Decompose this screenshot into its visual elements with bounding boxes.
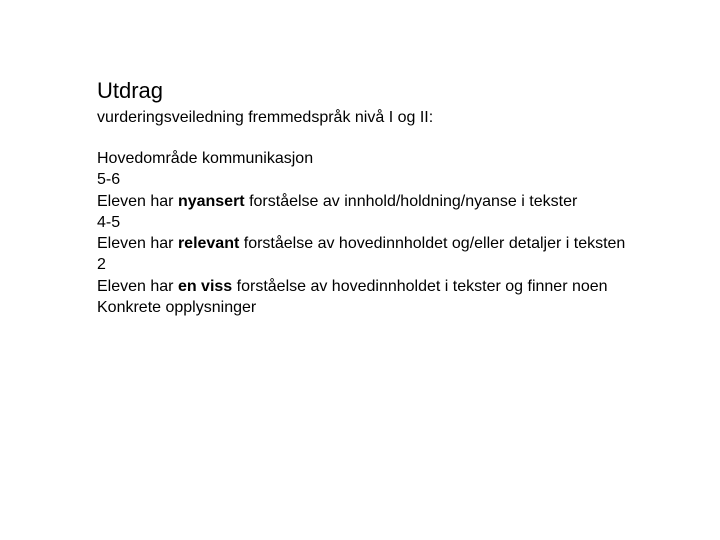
level-score: 4-5 bbox=[97, 213, 121, 231]
slide-subtitle: vurderingsveiledning fremmedspråk nivå I og II: bbox=[97, 109, 434, 126]
slide-body bbox=[97, 148, 657, 318]
level-emphasis: nyansert bbox=[177, 192, 245, 210]
level-description bbox=[97, 191, 657, 212]
level-description bbox=[97, 276, 642, 297]
main-heading: Hovedområde kommunikasjon bbox=[97, 150, 314, 167]
level-post-text: forståelse av hovedinnholdet i tekster og finner noen bbox=[232, 277, 608, 295]
level-pre-text: Eleven har bbox=[97, 277, 178, 295]
level-emphasis: en viss bbox=[177, 277, 233, 295]
level-pre-text: Eleven har bbox=[97, 192, 178, 210]
level-score: 2 bbox=[97, 256, 106, 274]
level-score: 5-6 bbox=[97, 171, 121, 189]
footer-line: Konkrete opplysninger bbox=[97, 299, 257, 317]
level-pre-text: Eleven har bbox=[97, 235, 178, 253]
level-emphasis: relevant bbox=[177, 235, 240, 253]
level-post-text: forståelse av innhold/holdning/nyanse i tekster bbox=[244, 192, 578, 210]
slide-title: Utdrag bbox=[97, 78, 164, 103]
level-description bbox=[97, 233, 642, 254]
level-post-text: forståelse av hovedinnholdet og/eller detaljer i teksten bbox=[239, 235, 626, 253]
